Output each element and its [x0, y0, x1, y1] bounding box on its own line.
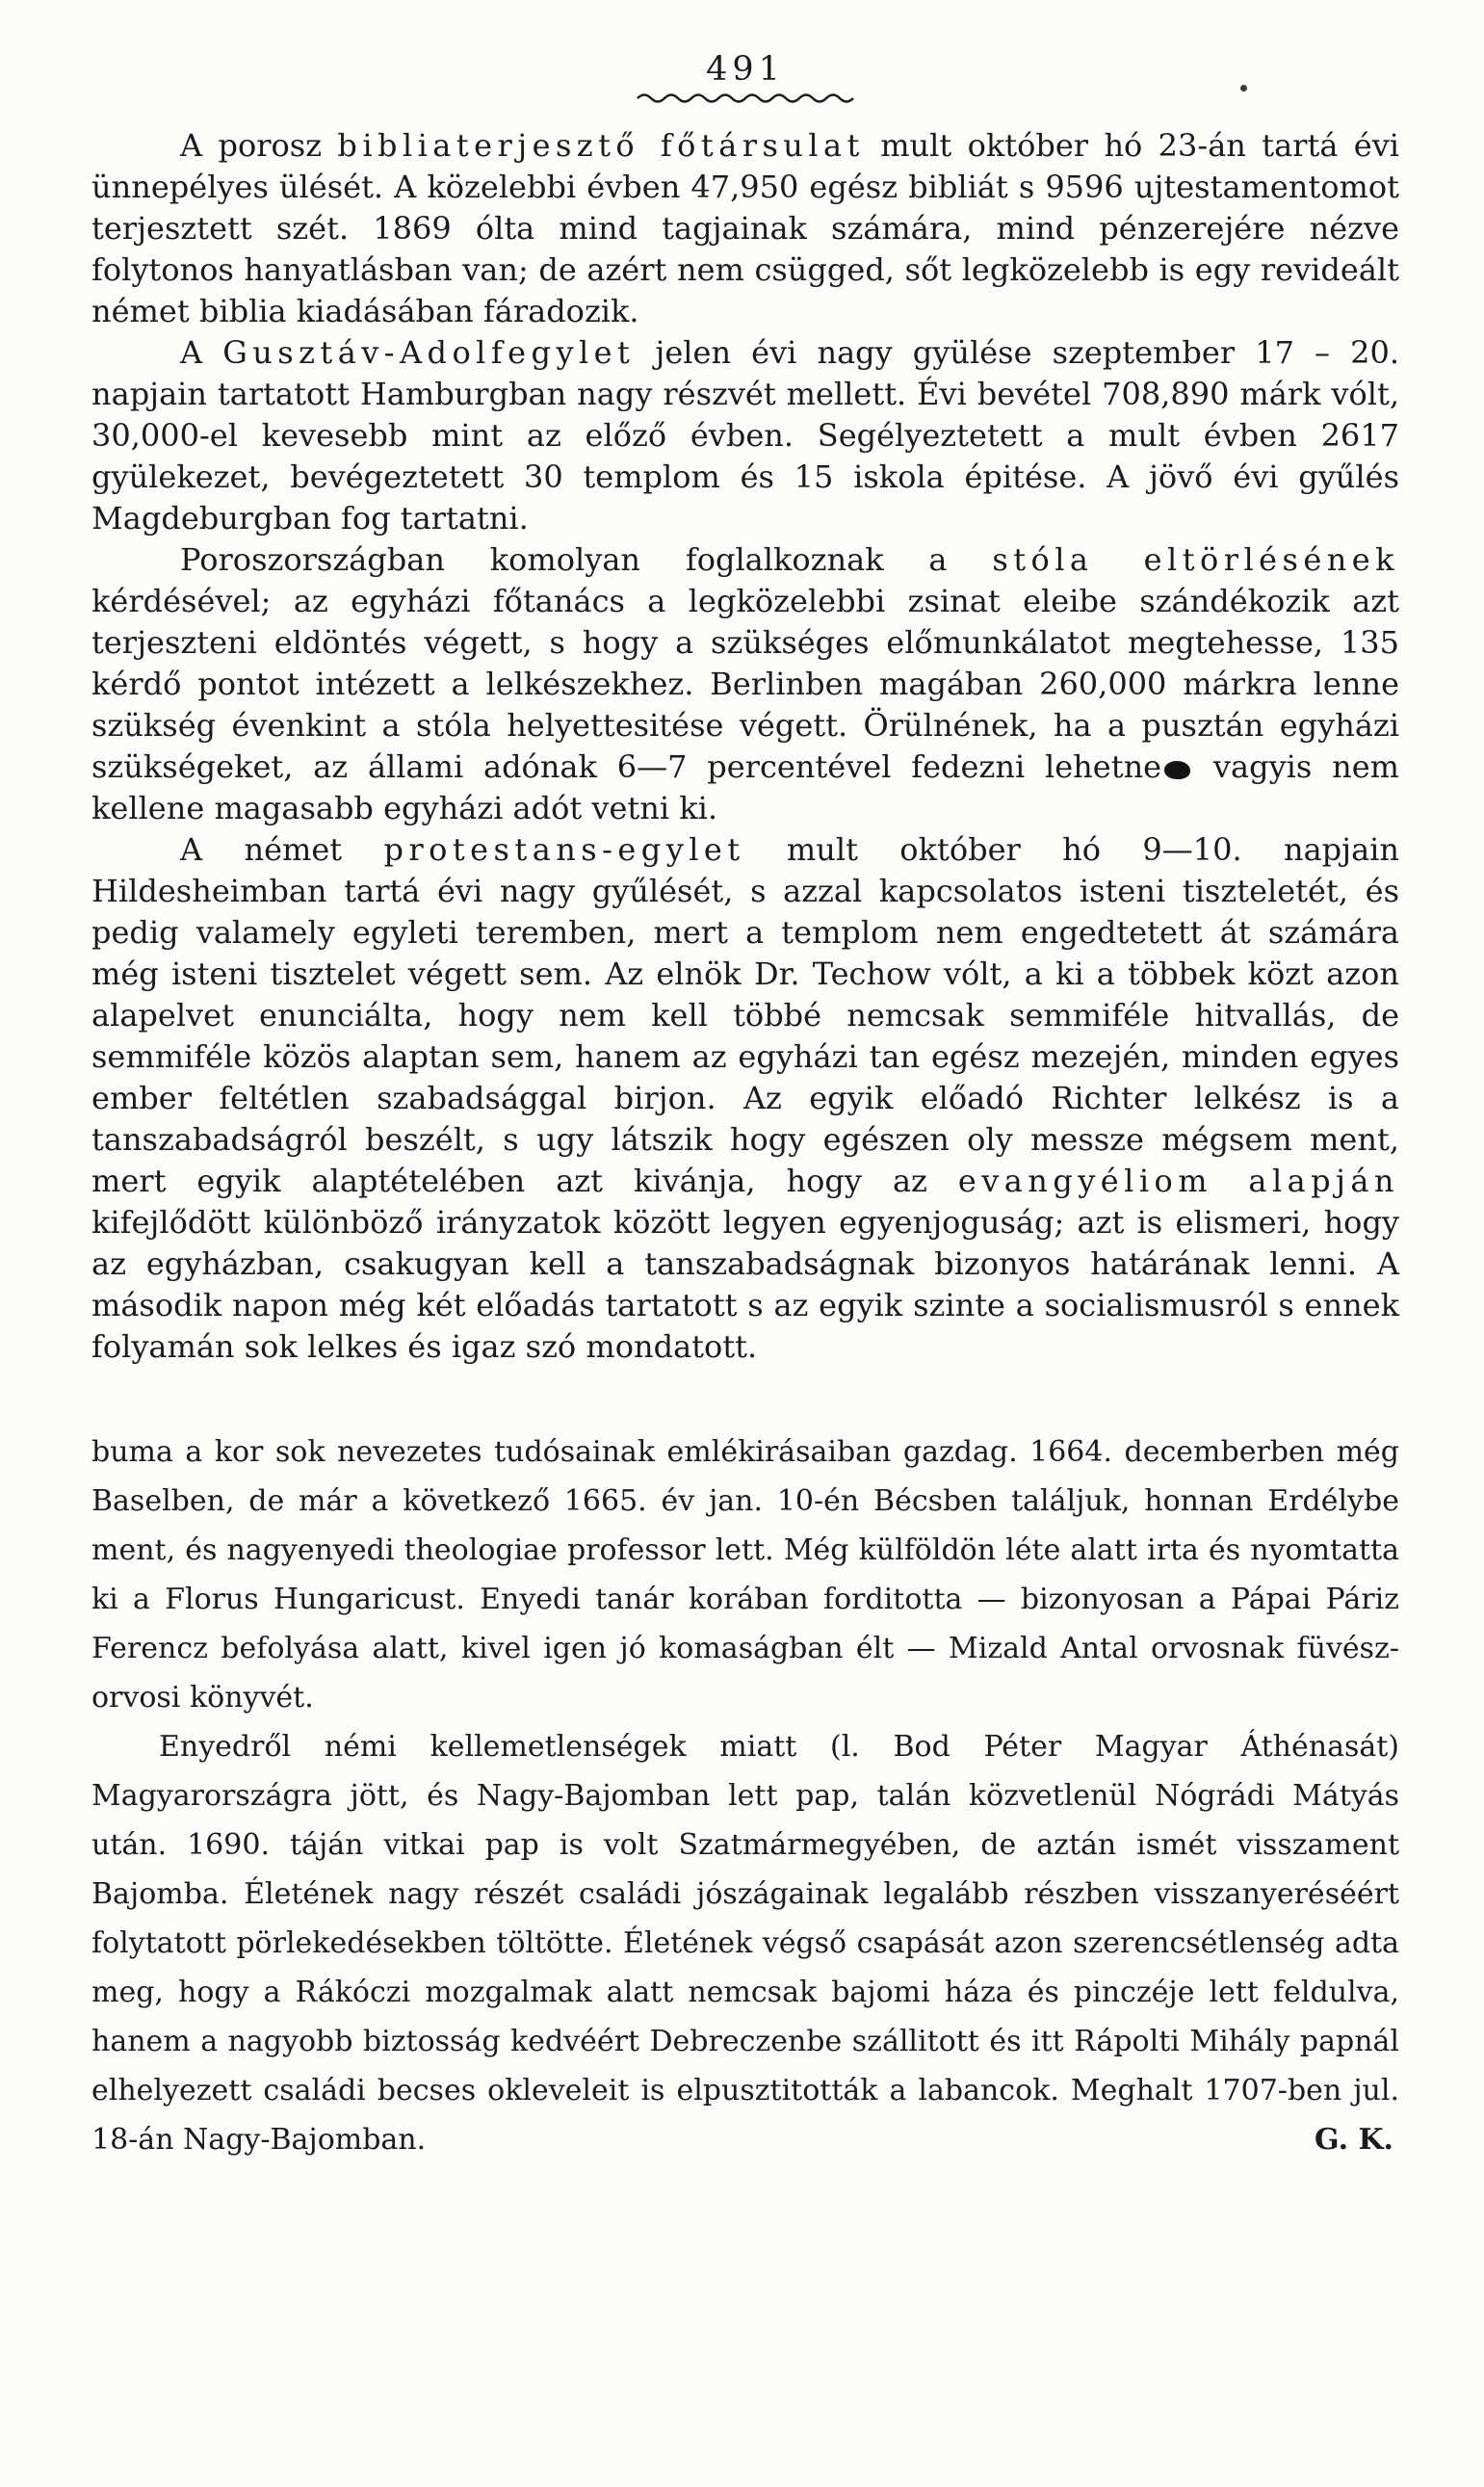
text-segment: Poroszországban komolyan foglalkoznak a	[180, 541, 993, 578]
paragraph-protestant-society	[91, 829, 1399, 1368]
text-segment: jelen évi nagy gyülése szeptember 17 – 20. napjain tartatott Hamburgban nagy részvét mellett. Évi bevétel 708,890 márk vólt, 30,000-el kevesebb mint az előző évben. Segélyeztetett a mult évben 2617 gyülekezet, bevégeztetett 30 templom és 15 iskola épitése. A jövő évi gyűlés Magdeburgban fog tartatni.	[91, 334, 1400, 537]
paragraph-gustav-adolf-society	[91, 332, 1399, 539]
spaced-emphasis-text: protestans-egylet	[383, 831, 745, 868]
spaced-emphasis-text: bibliaterjesztő főtársulat	[337, 127, 865, 164]
wavy-underline	[635, 91, 856, 104]
ink-speck	[1240, 85, 1247, 92]
page-header	[91, 50, 1399, 104]
main-text	[91, 125, 1399, 1368]
text-segment: buma a kor sok nevezetes tudósainak emlékirásaiban gazdag. 1664. decemberben még Baselben, de már a következő 1665. év jan. 10-én Bécsben találjuk, honnan Erdélybe ment, és nagyenyedi theologiae professor lett. Még külföldön léte alatt irta és nyomtatta ki a Florus Hungaricust. Enyedi tanár korában forditotta — bizonyosan a Pápai Páriz Ferencz befolyása alatt, kivel igen jó komaságban élt — Mizald Antal orvosnak füvész-orvosi könyvét.	[91, 1435, 1399, 1715]
text-segment: kifejlődött különböző irányzatok között legyen egyenjoguság; azt is elismeri, hogy az egyházban, csakugyan kell a tanszabadságnak bizonyos határának lenni. A második napon még két előadás tartatott s az egyik szinte a socialismusról s ennek folyamán sok lelkes és igaz szó mondatott.	[91, 1204, 1399, 1365]
spaced-emphasis-text: stóla eltörlésének	[992, 541, 1400, 578]
text-segment: A német	[180, 831, 384, 868]
text-segment: vagyis nem kellene magasabb egyházi adót vetni ki.	[91, 748, 1400, 826]
author-initials: G. K.	[1315, 2123, 1393, 2157]
footnote-paragraph-2	[91, 1722, 1399, 2164]
footnote-paragraph-1	[91, 1427, 1399, 1722]
footnote-section	[91, 1427, 1399, 2164]
ink-blot	[1164, 761, 1190, 779]
page-number: 491	[706, 50, 785, 89]
text-segment: A	[180, 334, 223, 371]
text-segment: Enyedről némi kellemetlenségek miatt (l. Bod Péter Magyar Áthénasát) Magyarországra jött, és Nagy-Bajomban lett pap, talán közvetlenül Nógrádi Mátyás után. 1690. táján vitkai pap is volt Szatmármegyében, de aztán ismét visszament Bajomba. Életének nagy részét családi jószágainak legalább részben visszanyeréséért folytatott pörlekedésekben töltötte. Életének végső csapását azon szerencsétlenség adta meg, hogy a Rákóczi mozgalmak alatt nemcsak bajomi háza és pinczéje lett feldulva, hanem a nagyobb biztosság kedvéért Debreczenbe szállitott és itt Rápolti Mihály papnál elhelyezett családi becses okleveleit is elpusztitották a labancok. Meghalt 1707-ben jul. 18-án Nagy-Bajomban.	[91, 1730, 1399, 2157]
paragraph-bible-society	[91, 125, 1399, 332]
text-segment: A porosz	[180, 127, 338, 164]
text-segment: kérdésével; az egyházi főtanács a legközelebbi zsinat eleibe szándékozik azt terjeszteni eldöntés végett, s hogy a szükséges előmunkálatot megtehesse, 135 kérdő pontot intézett a lelkészekhez. Berlinben magában 260,000 márkra lenne szükség évenkint a stóla helyettesitése végett. Örülnének, ha a pusztán egyházi szükségeket, az állami adónak 6—7 percentével fedezni lehetne	[91, 583, 1399, 785]
text-segment: mult október hó 9—10. napjain Hildesheimban tartá évi nagy gyűlését, s azzal kapcsolatos isteni tiszteletét, és pedig valamely egyleti teremben, mert a templom nem engedtetett át számára még isteni tisztelet végett sem. Az elnök Dr. Techow vólt, a ki a többek közt azon alapelvet enunciálta, hogy nem kell többé nemcsak semmiféle hitvallás, de semmiféle közös alaptan sem, hanem az egyházi tan egész mezején, minden egyes ember feltétlen szabadsággal birjon. Az egyik előadó Richter lelkész is a tanszabadságról beszélt, s ugy látszik hogy egészen oly messze mégsem ment, mert egyik alaptételében azt kivánja, hogy az	[91, 831, 1400, 1199]
paragraph-stola-abolition	[91, 539, 1399, 829]
spaced-emphasis-text: evangyéliom alapján	[957, 1163, 1399, 1199]
text-segment: mult október hó 23-án tartá évi ünnepélyes ülését. A közelebbi évben 47,950 egész bibliát s 9596 ujtestamentomot terjesztett szét. 1869 ólta mind tagjainak számára, mind pénzerejére nézve folytonos hanyatlásban van; de azért nem csügged, sőt legközelebb is egy revideált német biblia kiadásában fáradozik.	[91, 127, 1400, 329]
spaced-emphasis-text: Gusztáv-Adolfegylet	[222, 334, 636, 371]
